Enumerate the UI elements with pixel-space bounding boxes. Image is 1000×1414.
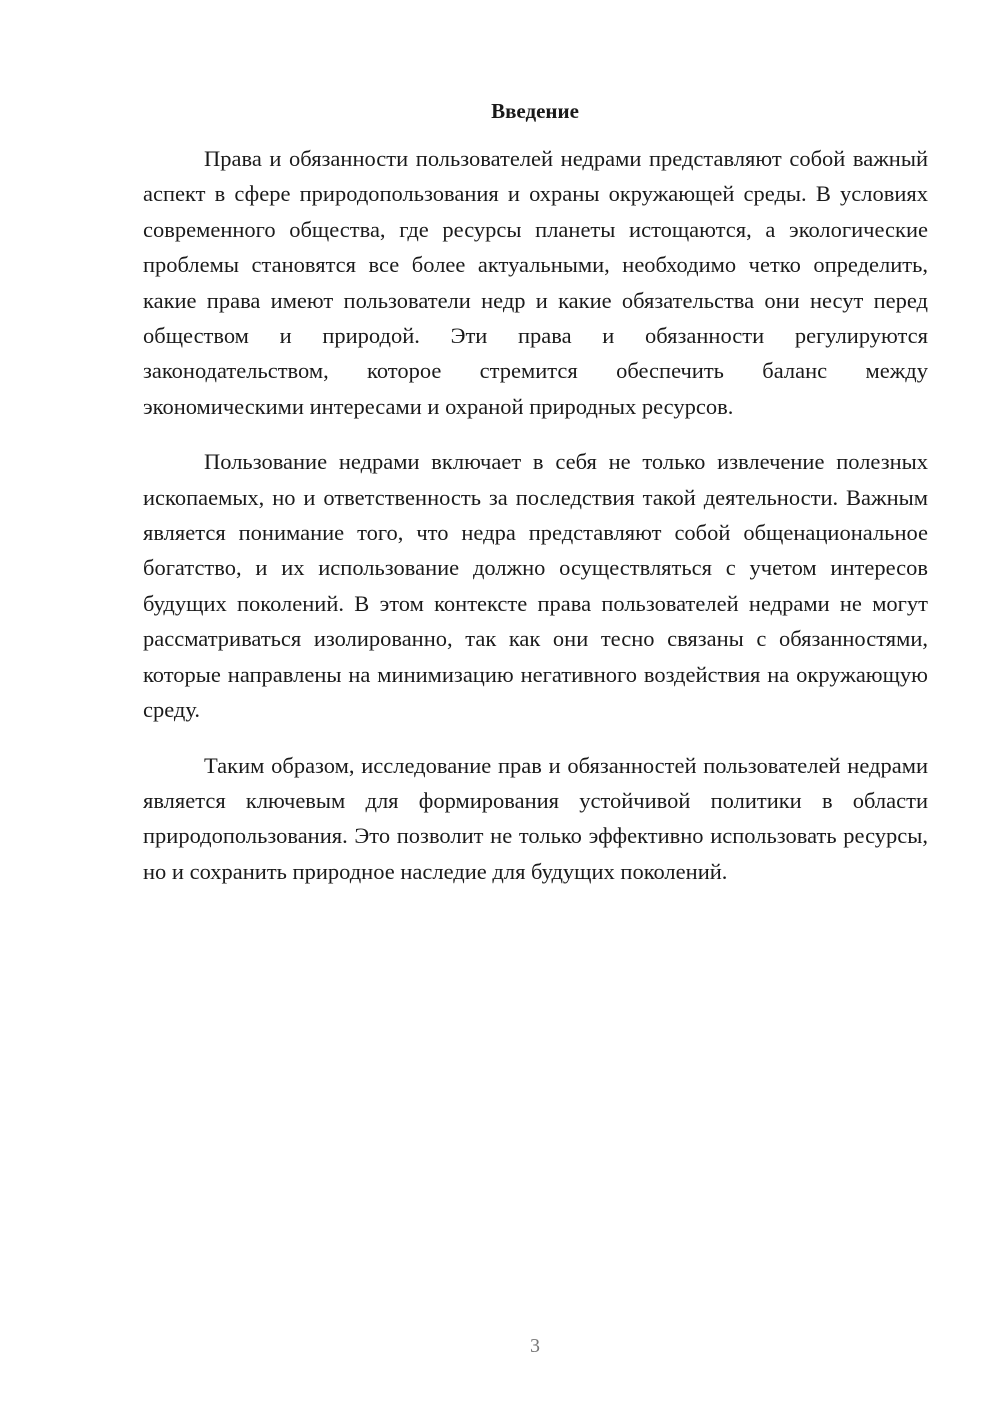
paragraph-2: Пользование недрами включает в себя не только извлечение полезных ископаемых, но и ответственность за последствия такой деятельности. Важным является понимание того, что недра представляют собой общенациональное богатство, и их использование должно осуществляться с учетом интересов будущих поколений. В этом контексте права пользователей недрами не могут рассматриваться изолированно, так как они тесно связаны с обязанностями, которые направлены на минимизацию негативного воздействия на окружающую среду. xyxy=(143,449,928,723)
paragraph-1: Права и обязанности пользователей недрами представляют собой важный аспект в сфере природопользования и охраны окружающей среды. В условиях современного общества, где ресурсы планеты истощаются, а экологические проблемы становятся все более актуальными, необходимо четко определить, какие права имеют пользователи недр и какие обязательства они несут перед обществом и природой. Эти права и обязанности регулируются законодательством, которое стремится обеспечить баланс между экономическими интересами и охраной природных ресурсов. xyxy=(143,146,928,419)
paragraph-3: Таким образом, исследование прав и обязанностей пользователей недрами является ключевым для формирования устойчивой политики в области природопользования. Это позволит не только эффективно использовать ресурсы, но и сохранить природное наследие для будущих поколений. xyxy=(143,752,928,884)
document-body xyxy=(143,141,928,909)
page-number: 3 xyxy=(530,1335,540,1357)
page-title: Введение xyxy=(491,99,579,123)
